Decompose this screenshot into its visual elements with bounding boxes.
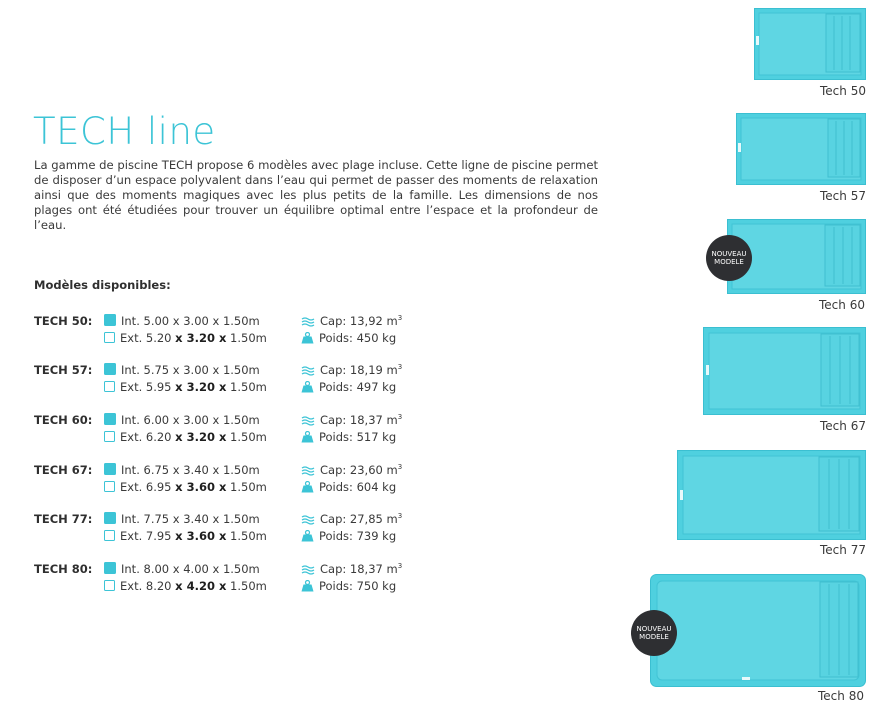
weight: Poids: 739 kg bbox=[301, 529, 396, 543]
weight-icon bbox=[301, 481, 314, 493]
water-waves-icon bbox=[301, 465, 315, 476]
water-waves-icon bbox=[301, 365, 315, 376]
filled-square-icon bbox=[104, 314, 116, 326]
new-model-badge: NOUVEAU MODELE bbox=[631, 610, 677, 656]
interior-dimensions: Int. 5.00 x 3.00 x 1.50m bbox=[104, 314, 260, 328]
filled-square-icon bbox=[104, 512, 116, 524]
weight-icon bbox=[301, 332, 314, 344]
capacity: Cap: 23,60 $m^3$ bbox=[301, 463, 402, 477]
new-model-badge: NOUVEAU MODELE bbox=[706, 235, 752, 281]
outline-square-icon bbox=[104, 332, 115, 343]
weight-icon bbox=[301, 431, 314, 443]
exterior-dimensions: Ext. 5.20 x 3.20 x 1.50m bbox=[104, 331, 267, 345]
model-name: TECH 57: bbox=[34, 363, 93, 377]
model-row-tech-67 bbox=[34, 463, 414, 497]
model-name: TECH 77: bbox=[34, 512, 93, 526]
pool-image-tech-77 bbox=[677, 450, 866, 540]
exterior-dimensions: Ext. 8.20 x 4.20 x 1.50m bbox=[104, 579, 267, 593]
capacity: Cap: 18,37 $m^3$ bbox=[301, 413, 402, 427]
filled-square-icon bbox=[104, 463, 116, 475]
outline-square-icon bbox=[104, 580, 115, 591]
model-row-tech-77 bbox=[34, 512, 414, 546]
outline-square-icon bbox=[104, 530, 115, 541]
model-name: TECH 50: bbox=[34, 314, 93, 328]
pool-label-tech-77: Tech 77 bbox=[820, 543, 866, 557]
weight-icon bbox=[301, 530, 314, 542]
weight: Poids: 604 kg bbox=[301, 480, 396, 494]
water-waves-icon bbox=[301, 564, 315, 575]
filled-square-icon bbox=[104, 363, 116, 375]
model-name: TECH 80: bbox=[34, 562, 93, 576]
interior-dimensions: Int. 6.00 x 3.00 x 1.50m bbox=[104, 413, 260, 427]
model-row-tech-50 bbox=[34, 314, 414, 348]
pool-label-tech-50: Tech 50 bbox=[820, 84, 866, 98]
weight-icon bbox=[301, 580, 314, 592]
model-name: TECH 60: bbox=[34, 413, 93, 427]
capacity: Cap: 18,37 $m^3$ bbox=[301, 562, 402, 576]
weight: Poids: 750 kg bbox=[301, 579, 396, 593]
pool-image-tech-80 bbox=[650, 574, 866, 687]
exterior-dimensions: Ext. 7.95 x 3.60 x 1.50m bbox=[104, 529, 267, 543]
pool-image-tech-67 bbox=[703, 327, 866, 415]
interior-dimensions: Int. 6.75 x 3.40 x 1.50m bbox=[104, 463, 260, 477]
intro-paragraph: La gamme de piscine TECH propose 6 modèles avec plage incluse. Cette ligne de piscine permet de disposer d’un espace polyvalent dans l’eau qui permet de passer des moments de relaxation ainsi que des moments magiques avec les plus petits de la famille. Les dimensions de nos plages ont été étudiées pour trouver un équilibre optimal entre l’espace et la profondeur de l’eau. bbox=[34, 158, 598, 232]
pool-label-tech-60: Tech 60 bbox=[819, 298, 865, 312]
models-heading: Modèles disponibles: bbox=[34, 278, 171, 292]
outline-square-icon bbox=[104, 481, 115, 492]
filled-square-icon bbox=[104, 562, 116, 574]
outline-square-icon bbox=[104, 381, 115, 392]
pool-label-tech-67: Tech 67 bbox=[820, 419, 866, 433]
filled-square-icon bbox=[104, 413, 116, 425]
exterior-dimensions: Ext. 6.20 x 3.20 x 1.50m bbox=[104, 430, 267, 444]
interior-dimensions: Int. 5.75 x 3.00 x 1.50m bbox=[104, 363, 260, 377]
capacity: Cap: 18,19 $m^3$ bbox=[301, 363, 402, 377]
interior-dimensions: Int. 7.75 x 3.40 x 1.50m bbox=[104, 512, 260, 526]
pool-label-tech-80: Tech 80 bbox=[818, 689, 864, 703]
weight: Poids: 450 kg bbox=[301, 331, 396, 345]
exterior-dimensions: Ext. 6.95 x 3.60 x 1.50m bbox=[104, 480, 267, 494]
water-waves-icon bbox=[301, 514, 315, 525]
interior-dimensions: Int. 8.00 x 4.00 x 1.50m bbox=[104, 562, 260, 576]
weight-icon bbox=[301, 381, 314, 393]
model-row-tech-60 bbox=[34, 413, 414, 447]
water-waves-icon bbox=[301, 316, 315, 327]
water-waves-icon bbox=[301, 415, 315, 426]
model-row-tech-80 bbox=[34, 562, 414, 596]
outline-square-icon bbox=[104, 431, 115, 442]
model-row-tech-57 bbox=[34, 363, 414, 397]
capacity: Cap: 13,92 $m^3$ bbox=[301, 314, 402, 328]
pool-image-tech-50 bbox=[754, 8, 866, 80]
exterior-dimensions: Ext. 5.95 x 3.20 x 1.50m bbox=[104, 380, 267, 394]
page-title: TECH line bbox=[33, 110, 216, 153]
weight: Poids: 517 kg bbox=[301, 430, 396, 444]
capacity: Cap: 27,85 $m^3$ bbox=[301, 512, 402, 526]
pool-image-tech-57 bbox=[736, 113, 866, 185]
weight: Poids: 497 kg bbox=[301, 380, 396, 394]
pool-label-tech-57: Tech 57 bbox=[820, 189, 866, 203]
model-name: TECH 67: bbox=[34, 463, 93, 477]
